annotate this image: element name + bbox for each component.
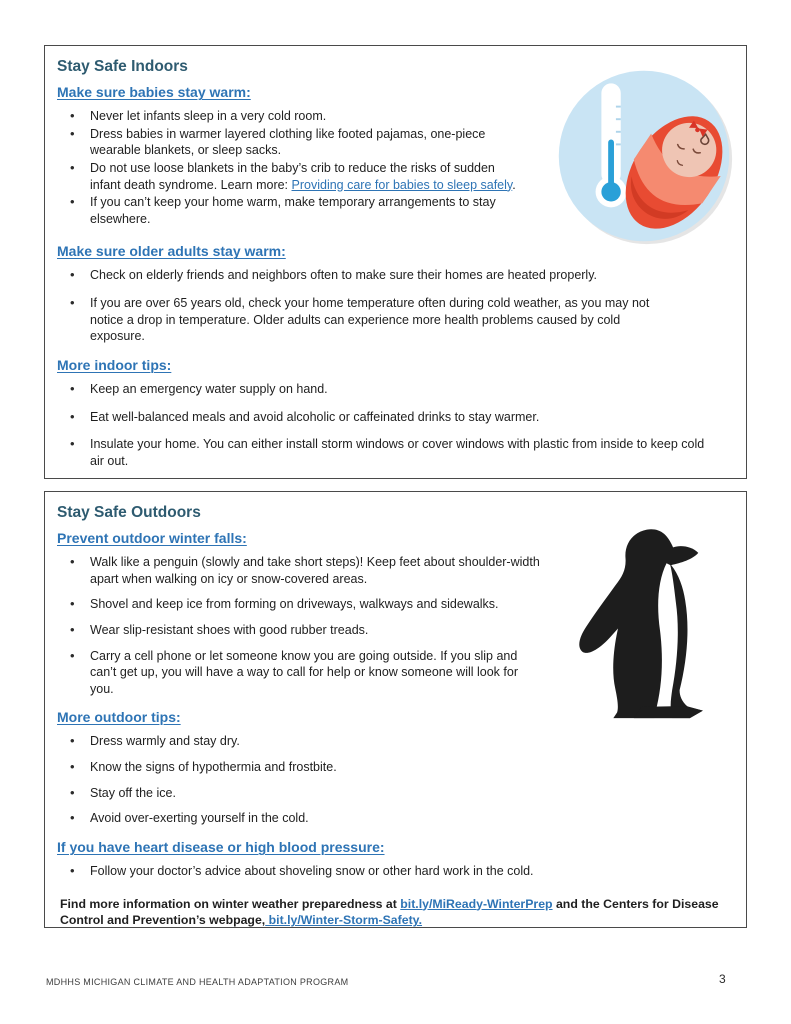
- penguin-icon: [570, 524, 722, 720]
- miready-winterprep-link[interactable]: bit.ly/MiReady-WinterPrep: [400, 896, 553, 911]
- list-item: • Keep an emergency water supply on hand.: [57, 381, 705, 398]
- indoor-tips-bullet-list: [57, 381, 705, 470]
- find-more-paragraph: [57, 896, 721, 930]
- page-number: 3: [719, 972, 726, 986]
- stay-safe-indoors-panel: [44, 45, 747, 479]
- babies-bullet-list: [57, 108, 527, 227]
- list-item: • Insulate your home. You can either install storm windows or cover windows with plastic from inside to keep cold air out.: [57, 436, 705, 469]
- list-item: • Eat well-balanced meals and avoid alcoholic or caffeinated drinks to stay warmer.: [57, 409, 705, 426]
- list-item: • Dress warmly and stay dry.: [57, 733, 541, 750]
- list-item: • Dress babies in warmer layered clothing like footed pajamas, one-piece wearable blankets, or sleep sacks.: [57, 126, 527, 159]
- outdoor-tips-bullet-list: [57, 733, 541, 827]
- list-item-text: .: [512, 177, 516, 192]
- indoor-tips-heading: More indoor tips:: [57, 356, 172, 373]
- list-item: • Never let infants sleep in a very cold room.: [57, 108, 527, 125]
- find-more-text: Find more information on winter weather preparedness at: [60, 896, 401, 911]
- falls-heading: Prevent outdoor winter falls:: [57, 530, 247, 546]
- heart-bullet-list: [57, 863, 705, 880]
- babies-heading: Make sure babies stay warm:: [57, 84, 251, 100]
- older-adults-heading: Make sure older adults stay warm:: [57, 243, 286, 260]
- outdoor-section-title: Stay Safe Outdoors: [57, 504, 201, 521]
- indoor-section-title: Stay Safe Indoors: [57, 58, 188, 75]
- baby-thermometer-illustration: [552, 64, 736, 248]
- list-item: • If you are over 65 years old, check your home temperature often during cold weather, as you may not notice a drop in temperature. Older adults can experience more health problems caused by cold exposure.: [57, 295, 669, 345]
- list-item: • Stay off the ice.: [57, 785, 541, 802]
- list-item-text: Do not use loose blankets in the baby’s crib to reduce the risks of sudden infant death syndrome. Learn more:: [90, 160, 495, 192]
- older-adults-bullet-list: [57, 267, 669, 345]
- outdoor-tips-heading: More outdoor tips:: [57, 709, 181, 726]
- list-item: • Shovel and keep ice from forming on driveways, walkways and sidewalks.: [57, 596, 541, 613]
- list-item: • Avoid over-exerting yourself in the cold.: [57, 810, 541, 827]
- find-more-text: and the Centers for Disease Control and Prevention’s webpage,: [60, 896, 719, 928]
- list-item: • If you can’t keep your home warm, make temporary arrangements to stay elsewhere.: [57, 194, 527, 227]
- list-item: • Know the signs of hypothermia and frostbite.: [57, 759, 541, 776]
- list-item: • Carry a cell phone or let someone know you are going outside. If you slip and can’t get up, you will have a way to call for help or know someone will look for you.: [57, 648, 541, 698]
- falls-bullet-list: [57, 554, 541, 697]
- heart-disease-heading: If you have heart disease or high blood pressure:: [57, 838, 385, 855]
- list-item: • Walk like a penguin (slowly and take short steps)! Keep feet about shoulder-width apart when walking on icy or snow-covered areas.: [57, 554, 541, 587]
- winter-storm-safety-link[interactable]: bit.ly/Winter-Storm-Safety.: [265, 913, 423, 928]
- sleep-safely-link[interactable]: Providing care for babies to sleep safely: [291, 177, 513, 192]
- list-item: • Follow your doctor’s advice about shoveling snow or other hard work in the cold.: [57, 863, 705, 880]
- stay-safe-outdoors-panel: [44, 491, 747, 928]
- list-item: • Check on elderly friends and neighbors often to make sure their homes are heated properly.: [57, 267, 669, 284]
- list-item: • Wear slip-resistant shoes with good rubber treads.: [57, 622, 541, 639]
- list-item: [57, 160, 527, 193]
- footer-program-name: MDHHS MICHIGAN CLIMATE AND HEALTH ADAPTATION PROGRAM: [46, 977, 349, 987]
